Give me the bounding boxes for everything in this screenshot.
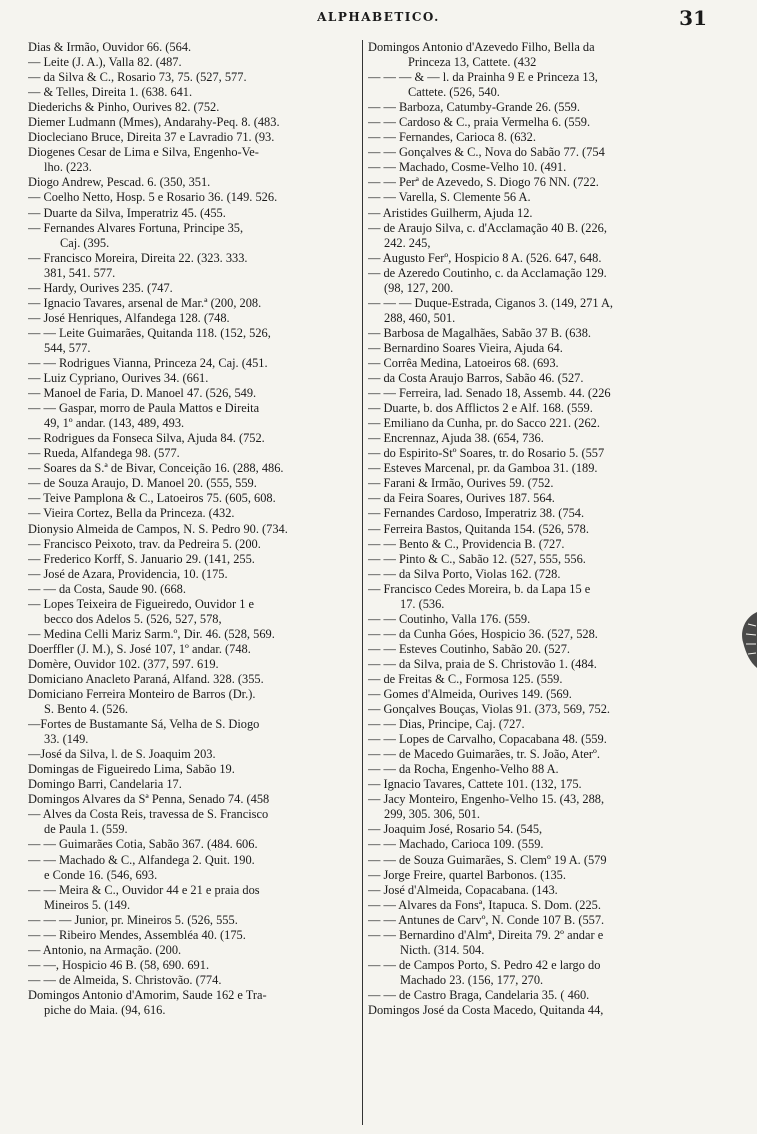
directory-entry-line: 33. (149. [44, 732, 89, 747]
directory-entry-line: — Vieira Cortez, Bella da Princeza. (432. [28, 506, 235, 521]
directory-entry-line: Domingos Antonio d'Amorim, Saude 162 e Tra- [28, 987, 267, 1002]
directory-entry-line: — — Machado & C., Alfandega 2. Quit. 190. [28, 852, 255, 867]
directory-entry-line: — Ignacio Tavares, Cattete 101. (132, 175. [368, 777, 582, 792]
directory-entry-line: — Teive Pamplona & C., Latoeiros 75. (605, 608. [28, 491, 276, 506]
directory-entry-line: Domiciano Anacleto Paraná, Alfand. 328. (355. [28, 671, 264, 686]
directory-entry-line: —José da Silva, l. de S. Joaquim 203. [28, 747, 216, 762]
directory-entry-line: — José d'Almeida, Copacabana. (143. [368, 882, 558, 897]
directory-entry-line: — — Rodrigues Vianna, Princeza 24, Caj. (451. [28, 355, 268, 370]
directory-entry-line: Diocleciano Bruce, Direita 37 e Lavradio 71. (93. [28, 130, 275, 145]
directory-entry-line: Diemer Ludmann (Mmes), Andarahy-Peq. 8. (483. [28, 115, 280, 130]
directory-entry-line: — Fernandes Alvares Fortuna, Principe 35, [28, 220, 244, 235]
column-divider [362, 40, 363, 1125]
directory-entry-line: — Soares da S.ª de Bivar, Conceição 16. (288, 486. [28, 461, 284, 476]
directory-entry-line: lho. (223. [44, 160, 92, 175]
directory-entry-line: Domingas de Figueiredo Lima, Sabão 19. [28, 762, 235, 777]
directory-entry-line: — Bernardino Soares Vieira, Ajuda 64. [368, 340, 563, 355]
directory-entry-line: Caj. (395. [60, 235, 110, 250]
directory-entry-line: — — Varella, S. Clemente 56 A. [368, 190, 531, 205]
directory-entry-line: — Duarte, b. dos Afflictos 2 e Alf. 168. (559. [368, 401, 593, 416]
directory-entry-line: — — Ferreira, lad. Senado 18, Assemb. 44. (226 [368, 386, 611, 401]
directory-entry-line: — Corrêa Medina, Latoeiros 68. (693. [368, 355, 559, 370]
directory-entry-line: Machado 23. (156, 177, 270. [400, 972, 544, 987]
directory-entry-line: — — Perª de Azevedo, S. Diogo 76 NN. (722. [368, 175, 599, 190]
directory-entry-line: — Augusto Ferº, Hospicio 8 A. (526. 647, 648. [368, 250, 602, 265]
directory-entry-line: — —, Hospicio 46 B. (58, 690. 691. [28, 957, 210, 972]
directory-entry-line: — Esteves Marcenal, pr. da Gamboa 31. (189. [368, 461, 598, 476]
left-column [28, 40, 358, 1018]
directory-entry-line: Domingos Alvares da Sª Penna, Senado 74. (458 [28, 792, 270, 807]
directory-entry-line: — Gomes d'Almeida, Ourives 149. (569. [368, 687, 572, 702]
directory-entry-line: — — Lopes de Carvalho, Copacabana 48. (559. [368, 732, 607, 747]
directory-entry-line: — — Fernandes, Carioca 8. (632. [368, 130, 536, 145]
page-number: 31 [679, 6, 707, 30]
directory-entry-line: — da Feira Soares, Ourives 187. 564. [368, 491, 555, 506]
directory-entry-line: 288, 460, 501. [384, 310, 456, 325]
directory-entry-line: Diederichs & Pinho, Ourives 82. (752. [28, 100, 220, 115]
directory-entry-line: — — da Silva Porto, Violas 162. (728. [368, 566, 561, 581]
directory-entry-line: —Fortes de Bustamante Sá, Velha de S. Diogo [28, 717, 260, 732]
directory-entry-line: — — Leite Guimarães, Quitanda 118. (152, 526, [28, 325, 271, 340]
directory-entry-line: — Antonio, na Armação. (200. [28, 942, 182, 957]
directory-entry-line: — — — Junior, pr. Mineiros 5. (526, 555. [28, 912, 238, 927]
directory-entry-line: Diogenes Cesar de Lima e Silva, Engenho-Ve- [28, 145, 259, 160]
directory-entry-line: — da Silva & C., Rosario 73, 75. (527, 577. [28, 70, 247, 85]
directory-entry-line: — — de Macedo Guimarães, tr. S. João, Aterº. [368, 747, 600, 762]
directory-entry-line: — — da Cunha Góes, Hospicio 36. (527, 528. [368, 626, 598, 641]
directory-entry-line: — de Souza Araujo, D. Manoel 20. (555, 559. [28, 476, 257, 491]
directory-entry-line: — — Barboza, Catumby-Grande 26. (559. [368, 100, 580, 115]
directory-entry-line: — — — Duque-Estrada, Ciganos 3. (149, 271 A, [368, 295, 614, 310]
directory-entry-line: — da Costa Araujo Barros, Sabão 46. (527. [368, 371, 584, 386]
directory-entry-line: — — Bernardino d'Almª, Direita 79. 2º andar e [368, 927, 604, 942]
directory-entry-line: — — Guimarães Cotia, Sabão 367. (484. 606. [28, 837, 258, 852]
directory-entry-line: — — Gonçalves & C., Nova do Sabão 77. (754 [368, 145, 605, 160]
directory-entry-line: — Alves da Costa Reis, travessa de S. Francisco [28, 807, 269, 822]
directory-entry-line: — — Antunes de Carvº, N. Conde 107 B. (557. [368, 912, 605, 927]
directory-entry-line: — — Gaspar, morro de Paula Mattos e Direita [28, 401, 260, 416]
directory-entry-line: 544, 577. [44, 340, 91, 355]
directory-entry-line: — de Freitas & C., Formosa 125. (559. [368, 671, 563, 686]
directory-entry-line: 381, 541. 577. [44, 265, 116, 280]
directory-entry-line: — Emiliano da Cunha, pr. do Sacco 221. (262. [368, 416, 600, 431]
directory-entry-line: — — Bento & C., Providencia B. (727. [368, 536, 565, 551]
directory-entry-line: — Leite (J. A.), Valla 82. (487. [28, 55, 182, 70]
directory-entry-line: Domère, Ouvidor 102. (377, 597. 619. [28, 656, 219, 671]
directory-entry-line: — Medina Celli Mariz Sarm.º, Dir. 46. (528, 569. [28, 626, 275, 641]
directory-entry-line: (98, 127, 200. [384, 280, 454, 295]
directory-entry-line: — — Machado, Cosme-Velho 10. (491. [368, 160, 567, 175]
directory-entry-line: — — Machado, Carioca 109. (559. [368, 837, 544, 852]
directory-entry-line: — — Cardoso & C., praia Vermelha 6. (559. [368, 115, 591, 130]
directory-entry-line: — — de Almeida, S. Christovão. (774. [28, 972, 222, 987]
running-title: ALPHABETICO. [317, 10, 440, 24]
directory-entry-line: — & Telles, Direita 1. (638. 641. [28, 85, 193, 100]
directory-entry-line: 17. (536. [400, 596, 445, 611]
directory-entry-line: — Jorge Freire, quartel Barbonos. (135. [368, 867, 566, 882]
directory-entry-line: — — de Campos Porto, S. Pedro 42 e largo do [368, 957, 601, 972]
directory-entry-line: — do Espirito-Stº Soares, tr. do Rosario 5. (557 [368, 446, 605, 461]
directory-entry-line: — Francisco Peixoto, trav. da Pedreira 5. (200. [28, 536, 261, 551]
directory-entry-line: — — da Costa, Saude 90. (668. [28, 581, 186, 596]
directory-entry-line: — Coelho Netto, Hosp. 5 e Rosario 36. (149. 526. [28, 190, 278, 205]
directory-entry-line: — — Meira & C., Ouvidor 44 e 21 e praia dos [28, 882, 260, 897]
directory-entry-line: de Paula 1. (559. [44, 822, 128, 837]
directory-entry-line: — Fernandes Cardoso, Imperatriz 38. (754. [368, 506, 585, 521]
directory-entry-line: — Rueda, Alfandega 98. (577. [28, 446, 180, 461]
directory-entry-line: — Rodrigues da Fonseca Silva, Ajuda 84. (752. [28, 431, 265, 446]
directory-entry-line: S. Bento 4. (526. [44, 702, 128, 717]
directory-entry-line: Mineiros 5. (149. [44, 897, 131, 912]
directory-entry-line: Domiciano Ferreira Monteiro de Barros (Dr.). [28, 687, 256, 702]
directory-entry-line: — Joaquim José, Rosario 54. (545, [368, 822, 543, 837]
directory-entry-line: 242. 245, [384, 235, 431, 250]
directory-entry-line: — — Pinto & C., Sabão 12. (527, 555, 556. [368, 551, 586, 566]
directory-entry-line: Diogo Andrew, Pescad. 6. (350, 351. [28, 175, 211, 190]
directory-entry-line: — Hardy, Ourives 235. (747. [28, 280, 173, 295]
directory-entry-line: — Gonçalves Bouças, Violas 91. (373, 569, 752. [368, 702, 610, 717]
directory-entry-line: — — Esteves Coutinho, Sabão 20. (527. [368, 641, 571, 656]
page-header [0, 6, 757, 32]
directory-entry-line: — — de Souza Guimarães, S. Clemº 19 A. (579 [368, 852, 607, 867]
directory-entry-line: — Luiz Cypriano, Ourives 34. (661. [28, 371, 209, 386]
directory-entry-line: e Conde 16. (546, 693. [44, 867, 158, 882]
directory-entry-line: 299, 305. 306, 501. [384, 807, 481, 822]
right-column [368, 40, 698, 1018]
directory-entry-line: — José de Azara, Providencia, 10. (175. [28, 566, 228, 581]
directory-entry-line: — Ferreira Bastos, Quitanda 154. (526, 578. [368, 521, 589, 536]
directory-entry-line: — — Alvares da Fonsª, Itapuca. S. Dom. (225. [368, 897, 601, 912]
directory-entry-line: Dias & Irmão, Ouvidor 66. (564. [28, 40, 192, 54]
directory-entry-line: piche do Maia. (94, 616. [44, 1003, 166, 1017]
directory-entry-line: — Ignacio Tavares, arsenal de Mar.ª (200, 208. [28, 295, 262, 310]
directory-entry-line: — José Henriques, Alfandega 128. (748. [28, 310, 230, 325]
directory-entry-line: — — — & — l. da Prainha 9 E e Princeza 13, [368, 70, 598, 85]
directory-entry-line: — de Araujo Silva, c. d'Acclamação 40 B. (226, [368, 220, 607, 235]
directory-entry-line: — Encrennaz, Ajuda 38. (654, 736. [368, 431, 544, 446]
directory-entry-line: — — Ribeiro Mendes, Assembléa 40. (175. [28, 927, 246, 942]
directory-entry-line: becco dos Adelos 5. (526, 527, 578, [44, 611, 222, 626]
directory-entry-line: — — da Silva, praia de S. Christovão 1. (484. [368, 656, 597, 671]
directory-entry-line: — de Azeredo Coutinho, c. da Acclamação 129. [368, 265, 607, 280]
directory-entry-line: — Aristides Guilherm, Ajuda 12. [368, 205, 533, 220]
directory-entry-line: — — Coutinho, Valla 176. (559. [368, 611, 531, 626]
directory-entry-line: Domingos José da Costa Macedo, Quitanda 44, [368, 1003, 604, 1017]
directory-entry-line: Princeza 13, Cattete. (432 [408, 55, 537, 70]
directory-entry-line: Cattete. (526, 540. [408, 85, 500, 100]
directory-entry-line: — — de Castro Braga, Candelaria 35. ( 460. [368, 987, 590, 1002]
directory-entry-line: — Lopes Teixeira de Figueiredo, Ouvidor 1 e [28, 596, 255, 611]
directory-entry-line: — Francisco Moreira, Direita 22. (323. 333. [28, 250, 248, 265]
directory-entry-line: Domingo Barri, Candelaria 17. [28, 777, 182, 792]
directory-entry-line: Doerffler (J. M.), S. José 107, 1º andar. (748. [28, 641, 251, 656]
directory-entry-line: — Manoel de Faria, D. Manoel 47. (526, 549. [28, 386, 257, 401]
directory-entry-line: — — Dias, Principe, Caj. (727. [368, 717, 525, 732]
binding-edge-mark [738, 610, 757, 670]
directory-entry-line: — Duarte da Silva, Imperatriz 45. (455. [28, 205, 226, 220]
directory-entry-line: — Barbosa de Magalhães, Sabão 37 B. (638. [368, 325, 591, 340]
directory-entry-line: — Farani & Irmão, Ourives 59. (752. [368, 476, 554, 491]
directory-entry-line: — Frederico Korff, S. Januario 29. (141, 255. [28, 551, 255, 566]
directory-entry-line: Domingos Antonio d'Azevedo Filho, Bella da [368, 40, 595, 54]
directory-entry-line: 49, 1º andar. (143, 489, 493. [44, 416, 185, 431]
directory-entry-line: — — da Rocha, Engenho-Velho 88 A. [368, 762, 559, 777]
directory-entry-line: Dionysio Almeida de Campos, N. S. Pedro 90. (734. [28, 521, 288, 536]
directory-entry-line: — Jacy Monteiro, Engenho-Velho 15. (43, 288, [368, 792, 605, 807]
directory-entry-line: Nicth. (314. 504. [400, 942, 485, 957]
directory-entry-line: — Francisco Cedes Moreira, b. da Lapa 15 e [368, 581, 591, 596]
